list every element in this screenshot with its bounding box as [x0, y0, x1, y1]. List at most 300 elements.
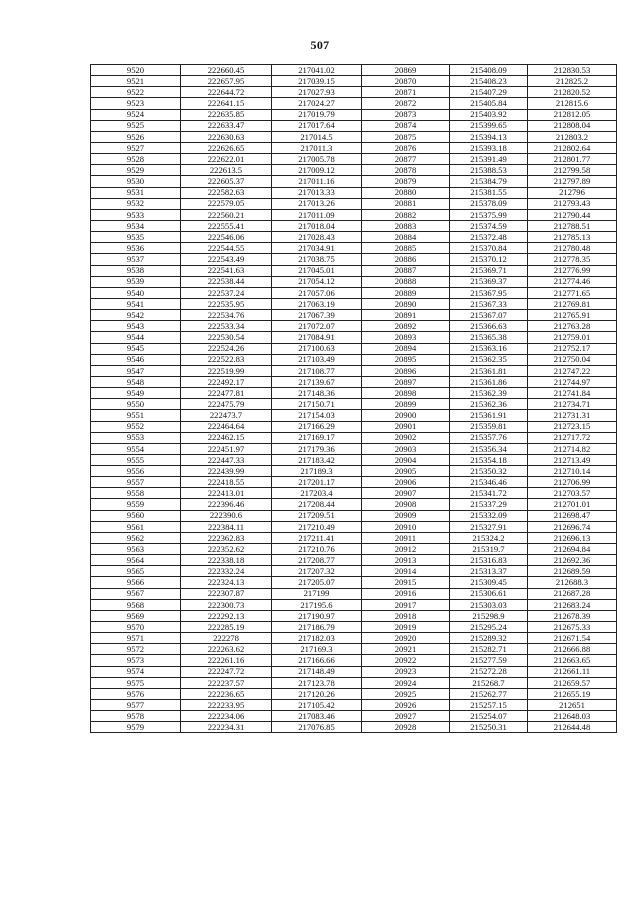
point-id-b-cell: 20885 — [362, 243, 450, 254]
point-id-b-cell: 20917 — [362, 599, 450, 610]
y-coordinate-a-cell: 217067.39 — [272, 310, 362, 321]
x-coordinate-b-cell: 215359.81 — [450, 421, 528, 432]
x-coordinate-b-cell: 215370.12 — [450, 254, 528, 265]
x-coordinate-b-cell: 215298.9 — [450, 610, 528, 621]
x-coordinate-a-cell: 222519.99 — [181, 365, 272, 376]
point-id-b-cell: 20911 — [362, 532, 450, 543]
x-coordinate-a-cell: 222660.45 — [181, 65, 272, 76]
y-coordinate-a-cell: 217169.3 — [272, 644, 362, 655]
x-coordinate-a-cell: 222633.47 — [181, 120, 272, 131]
point-id-b-cell: 20887 — [362, 265, 450, 276]
y-coordinate-a-cell: 217017.64 — [272, 120, 362, 131]
point-id-b-cell: 20912 — [362, 544, 450, 555]
table-row — [91, 499, 617, 510]
point-id-b-cell: 20918 — [362, 610, 450, 621]
y-coordinate-b-cell: 212815.6 — [528, 98, 617, 109]
point-id-b-cell: 20920 — [362, 633, 450, 644]
table-row — [91, 220, 617, 231]
point-id-b-cell: 20908 — [362, 499, 450, 510]
y-coordinate-b-cell: 212696.13 — [528, 532, 617, 543]
y-coordinate-a-cell: 217154.03 — [272, 410, 362, 421]
x-coordinate-b-cell: 215394.13 — [450, 131, 528, 142]
point-id-b-cell: 20893 — [362, 332, 450, 343]
point-id-b-cell: 20886 — [362, 254, 450, 265]
y-coordinate-a-cell: 217054.12 — [272, 276, 362, 287]
x-coordinate-b-cell: 215375.99 — [450, 209, 528, 220]
point-id-a-cell: 9537 — [91, 254, 181, 265]
y-coordinate-b-cell: 212710.14 — [528, 466, 617, 477]
point-id-a-cell: 9545 — [91, 343, 181, 354]
y-coordinate-b-cell: 212799.58 — [528, 165, 617, 176]
table-row — [91, 477, 617, 488]
x-coordinate-b-cell: 215393.18 — [450, 142, 528, 153]
x-coordinate-a-cell: 222533.34 — [181, 321, 272, 332]
point-id-a-cell: 9533 — [91, 209, 181, 220]
x-coordinate-b-cell: 215303.03 — [450, 599, 528, 610]
point-id-b-cell: 20894 — [362, 343, 450, 354]
point-id-b-cell: 20903 — [362, 443, 450, 454]
point-id-a-cell: 9561 — [91, 521, 181, 532]
x-coordinate-a-cell: 222657.95 — [181, 76, 272, 87]
table-row — [91, 655, 617, 666]
x-coordinate-b-cell: 215250.31 — [450, 722, 528, 733]
x-coordinate-b-cell: 215361.86 — [450, 376, 528, 387]
y-coordinate-a-cell: 217057.06 — [272, 287, 362, 298]
x-coordinate-b-cell: 215367.07 — [450, 310, 528, 321]
point-id-a-cell: 9548 — [91, 376, 181, 387]
point-id-b-cell: 20906 — [362, 477, 450, 488]
point-id-b-cell: 20897 — [362, 376, 450, 387]
x-coordinate-a-cell: 222492.17 — [181, 376, 272, 387]
point-id-b-cell: 20910 — [362, 521, 450, 532]
x-coordinate-a-cell: 222555.41 — [181, 220, 272, 231]
point-id-a-cell: 9553 — [91, 432, 181, 443]
x-coordinate-a-cell: 222332.24 — [181, 566, 272, 577]
y-coordinate-b-cell: 212692.36 — [528, 555, 617, 566]
y-coordinate-a-cell: 217207.32 — [272, 566, 362, 577]
point-id-a-cell: 9520 — [91, 65, 181, 76]
y-coordinate-a-cell: 217210.49 — [272, 521, 362, 532]
y-coordinate-a-cell: 217208.77 — [272, 555, 362, 566]
x-coordinate-b-cell: 215254.07 — [450, 711, 528, 722]
x-coordinate-b-cell: 215362.35 — [450, 354, 528, 365]
point-id-b-cell: 20913 — [362, 555, 450, 566]
point-id-a-cell: 9540 — [91, 287, 181, 298]
point-id-b-cell: 20884 — [362, 232, 450, 243]
point-id-b-cell: 20901 — [362, 421, 450, 432]
y-coordinate-a-cell: 217019.79 — [272, 109, 362, 120]
x-coordinate-b-cell: 215327.91 — [450, 521, 528, 532]
y-coordinate-b-cell: 212752.17 — [528, 343, 617, 354]
x-coordinate-b-cell: 215341.72 — [450, 488, 528, 499]
table-row — [91, 65, 617, 76]
table-row — [91, 410, 617, 421]
y-coordinate-b-cell: 212812.05 — [528, 109, 617, 120]
x-coordinate-a-cell: 222530.54 — [181, 332, 272, 343]
y-coordinate-a-cell: 217103.49 — [272, 354, 362, 365]
y-coordinate-b-cell: 212648.03 — [528, 711, 617, 722]
point-id-b-cell: 20914 — [362, 566, 450, 577]
x-coordinate-b-cell: 215369.37 — [450, 276, 528, 287]
point-id-a-cell: 9524 — [91, 109, 181, 120]
point-id-a-cell: 9542 — [91, 310, 181, 321]
y-coordinate-a-cell: 217190.97 — [272, 610, 362, 621]
y-coordinate-b-cell: 212671.54 — [528, 633, 617, 644]
y-coordinate-a-cell: 217105.42 — [272, 700, 362, 711]
table-row — [91, 510, 617, 521]
table-row — [91, 254, 617, 265]
table-row — [91, 298, 617, 309]
x-coordinate-b-cell: 215361.81 — [450, 365, 528, 376]
x-coordinate-b-cell: 215384.79 — [450, 176, 528, 187]
point-id-b-cell: 20925 — [362, 688, 450, 699]
y-coordinate-a-cell: 217205.07 — [272, 577, 362, 588]
table-row — [91, 599, 617, 610]
y-coordinate-a-cell: 217195.6 — [272, 599, 362, 610]
x-coordinate-a-cell: 222538.44 — [181, 276, 272, 287]
table-row — [91, 332, 617, 343]
y-coordinate-a-cell: 217076.85 — [272, 722, 362, 733]
x-coordinate-a-cell: 222641.15 — [181, 98, 272, 109]
y-coordinate-a-cell: 217024.27 — [272, 98, 362, 109]
y-coordinate-b-cell: 212663.65 — [528, 655, 617, 666]
table-row — [91, 187, 617, 198]
y-coordinate-a-cell: 217011.3 — [272, 142, 362, 153]
point-id-b-cell: 20909 — [362, 510, 450, 521]
x-coordinate-a-cell: 222635.85 — [181, 109, 272, 120]
y-coordinate-b-cell: 212701.01 — [528, 499, 617, 510]
table-row — [91, 644, 617, 655]
point-id-b-cell: 20904 — [362, 454, 450, 465]
x-coordinate-b-cell: 215337.29 — [450, 499, 528, 510]
y-coordinate-b-cell: 212717.72 — [528, 432, 617, 443]
point-id-b-cell: 20905 — [362, 466, 450, 477]
y-coordinate-b-cell: 212659.57 — [528, 677, 617, 688]
y-coordinate-b-cell: 212808.04 — [528, 120, 617, 131]
y-coordinate-a-cell: 217084.91 — [272, 332, 362, 343]
y-coordinate-a-cell: 217014.5 — [272, 131, 362, 142]
x-coordinate-a-cell: 222524.26 — [181, 343, 272, 354]
point-id-a-cell: 9556 — [91, 466, 181, 477]
y-coordinate-a-cell: 217009.12 — [272, 165, 362, 176]
y-coordinate-a-cell: 217013.33 — [272, 187, 362, 198]
point-id-b-cell: 20892 — [362, 321, 450, 332]
y-coordinate-b-cell: 212774.46 — [528, 276, 617, 287]
point-id-b-cell: 20876 — [362, 142, 450, 153]
table-row — [91, 700, 617, 711]
point-id-b-cell: 20881 — [362, 198, 450, 209]
table-row — [91, 466, 617, 477]
point-id-a-cell: 9531 — [91, 187, 181, 198]
x-coordinate-b-cell: 215388.53 — [450, 165, 528, 176]
y-coordinate-b-cell: 212661.11 — [528, 666, 617, 677]
y-coordinate-a-cell: 217011.16 — [272, 176, 362, 187]
point-id-a-cell: 9554 — [91, 443, 181, 454]
point-id-b-cell: 20882 — [362, 209, 450, 220]
x-coordinate-a-cell: 222560.21 — [181, 209, 272, 220]
y-coordinate-b-cell: 212780.48 — [528, 243, 617, 254]
y-coordinate-b-cell: 212802.64 — [528, 142, 617, 153]
point-id-a-cell: 9567 — [91, 588, 181, 599]
x-coordinate-a-cell: 222522.83 — [181, 354, 272, 365]
coordinates-table — [90, 64, 617, 733]
y-coordinate-b-cell: 212793.43 — [528, 198, 617, 209]
table-row — [91, 722, 617, 733]
x-coordinate-a-cell: 222535.95 — [181, 298, 272, 309]
x-coordinate-b-cell: 215262.77 — [450, 688, 528, 699]
point-id-a-cell: 9577 — [91, 700, 181, 711]
y-coordinate-b-cell: 212714.82 — [528, 443, 617, 454]
x-coordinate-a-cell: 222582.63 — [181, 187, 272, 198]
point-id-a-cell: 9544 — [91, 332, 181, 343]
y-coordinate-a-cell: 217100.63 — [272, 343, 362, 354]
y-coordinate-b-cell: 212790.44 — [528, 209, 617, 220]
y-coordinate-b-cell: 212788.51 — [528, 220, 617, 231]
y-coordinate-a-cell: 217038.75 — [272, 254, 362, 265]
y-coordinate-b-cell: 212694.84 — [528, 544, 617, 555]
point-id-a-cell: 9560 — [91, 510, 181, 521]
table-row — [91, 131, 617, 142]
x-coordinate-a-cell: 222384.11 — [181, 521, 272, 532]
point-id-a-cell: 9536 — [91, 243, 181, 254]
x-coordinate-a-cell: 222451.97 — [181, 443, 272, 454]
coordinates-table-body — [91, 65, 617, 733]
point-id-a-cell: 9573 — [91, 655, 181, 666]
page-number: 507 — [310, 38, 330, 52]
x-coordinate-b-cell: 215306.61 — [450, 588, 528, 599]
x-coordinate-b-cell: 215346.46 — [450, 477, 528, 488]
table-row — [91, 432, 617, 443]
y-coordinate-a-cell: 217139.67 — [272, 376, 362, 387]
point-id-b-cell: 20924 — [362, 677, 450, 688]
point-id-b-cell: 20916 — [362, 588, 450, 599]
x-coordinate-b-cell: 215309.45 — [450, 577, 528, 588]
x-coordinate-a-cell: 222307.87 — [181, 588, 272, 599]
table-row — [91, 399, 617, 410]
x-coordinate-a-cell: 222541.63 — [181, 265, 272, 276]
point-id-b-cell: 20870 — [362, 76, 450, 87]
y-coordinate-b-cell: 212744.97 — [528, 376, 617, 387]
x-coordinate-b-cell: 215365.38 — [450, 332, 528, 343]
point-id-a-cell: 9532 — [91, 198, 181, 209]
y-coordinate-a-cell: 217120.26 — [272, 688, 362, 699]
x-coordinate-a-cell: 222237.57 — [181, 677, 272, 688]
point-id-a-cell: 9565 — [91, 566, 181, 577]
y-coordinate-a-cell: 217150.71 — [272, 399, 362, 410]
point-id-b-cell: 20879 — [362, 176, 450, 187]
x-coordinate-a-cell: 222234.31 — [181, 722, 272, 733]
y-coordinate-a-cell: 217011.09 — [272, 209, 362, 220]
point-id-b-cell: 20890 — [362, 298, 450, 309]
y-coordinate-b-cell: 212696.74 — [528, 521, 617, 532]
point-id-a-cell: 9534 — [91, 220, 181, 231]
y-coordinate-b-cell: 212778.35 — [528, 254, 617, 265]
point-id-a-cell: 9522 — [91, 87, 181, 98]
table-row — [91, 354, 617, 365]
point-id-a-cell: 9526 — [91, 131, 181, 142]
x-coordinate-a-cell: 222234.06 — [181, 711, 272, 722]
x-coordinate-b-cell: 215361.91 — [450, 410, 528, 421]
y-coordinate-b-cell: 212801.77 — [528, 154, 617, 165]
y-coordinate-a-cell: 217027.93 — [272, 87, 362, 98]
x-coordinate-a-cell: 222285.19 — [181, 622, 272, 633]
x-coordinate-a-cell: 222324.13 — [181, 577, 272, 588]
x-coordinate-b-cell: 215356.34 — [450, 443, 528, 454]
x-coordinate-b-cell: 215399.65 — [450, 120, 528, 131]
x-coordinate-a-cell: 222236.65 — [181, 688, 272, 699]
point-id-b-cell: 20871 — [362, 87, 450, 98]
table-row — [91, 421, 617, 432]
y-coordinate-b-cell: 212769.81 — [528, 298, 617, 309]
x-coordinate-a-cell: 222477.81 — [181, 388, 272, 399]
table-row — [91, 232, 617, 243]
x-coordinate-a-cell: 222546.06 — [181, 232, 272, 243]
table-row — [91, 209, 617, 220]
x-coordinate-a-cell: 222300.73 — [181, 599, 272, 610]
x-coordinate-a-cell: 222462.15 — [181, 432, 272, 443]
table-row — [91, 532, 617, 543]
point-id-b-cell: 20874 — [362, 120, 450, 131]
x-coordinate-b-cell: 215372.48 — [450, 232, 528, 243]
y-coordinate-a-cell: 217072.07 — [272, 321, 362, 332]
x-coordinate-b-cell: 215282.71 — [450, 644, 528, 655]
point-id-a-cell: 9555 — [91, 454, 181, 465]
y-coordinate-a-cell: 217179.36 — [272, 443, 362, 454]
x-coordinate-b-cell: 215366.63 — [450, 321, 528, 332]
point-id-b-cell: 20922 — [362, 655, 450, 666]
x-coordinate-b-cell: 215319.7 — [450, 544, 528, 555]
x-coordinate-a-cell: 222263.62 — [181, 644, 272, 655]
y-coordinate-b-cell: 212765.91 — [528, 310, 617, 321]
x-coordinate-a-cell: 222439.99 — [181, 466, 272, 477]
point-id-a-cell: 9523 — [91, 98, 181, 109]
y-coordinate-a-cell: 217018.04 — [272, 220, 362, 231]
point-id-a-cell: 9525 — [91, 120, 181, 131]
x-coordinate-b-cell: 215257.15 — [450, 700, 528, 711]
table-row — [91, 287, 617, 298]
y-coordinate-b-cell: 212734.71 — [528, 399, 617, 410]
y-coordinate-a-cell: 217148.49 — [272, 666, 362, 677]
x-coordinate-b-cell: 215272.28 — [450, 666, 528, 677]
table-row — [91, 243, 617, 254]
x-coordinate-b-cell: 215350.32 — [450, 466, 528, 477]
y-coordinate-a-cell: 217166.29 — [272, 421, 362, 432]
y-coordinate-a-cell: 217199 — [272, 588, 362, 599]
y-coordinate-b-cell: 212698.47 — [528, 510, 617, 521]
x-coordinate-a-cell: 222413.01 — [181, 488, 272, 499]
point-id-a-cell: 9539 — [91, 276, 181, 287]
x-coordinate-a-cell: 222362.83 — [181, 532, 272, 543]
x-coordinate-a-cell: 222534.76 — [181, 310, 272, 321]
table-row — [91, 711, 617, 722]
point-id-a-cell: 9541 — [91, 298, 181, 309]
y-coordinate-b-cell: 212825.2 — [528, 76, 617, 87]
table-row — [91, 265, 617, 276]
x-coordinate-b-cell: 215295.24 — [450, 622, 528, 633]
y-coordinate-b-cell: 212706.99 — [528, 477, 617, 488]
point-id-a-cell: 9571 — [91, 633, 181, 644]
point-id-b-cell: 20872 — [362, 98, 450, 109]
table-row — [91, 454, 617, 465]
point-id-b-cell: 20923 — [362, 666, 450, 677]
point-id-a-cell: 9535 — [91, 232, 181, 243]
point-id-a-cell: 9543 — [91, 321, 181, 332]
y-coordinate-a-cell: 217169.17 — [272, 432, 362, 443]
x-coordinate-a-cell: 222396.46 — [181, 499, 272, 510]
point-id-b-cell: 20883 — [362, 220, 450, 231]
point-id-a-cell: 9570 — [91, 622, 181, 633]
point-id-b-cell: 20898 — [362, 388, 450, 399]
table-row — [91, 198, 617, 209]
x-coordinate-a-cell: 222390.6 — [181, 510, 272, 521]
x-coordinate-b-cell: 215324.2 — [450, 532, 528, 543]
y-coordinate-b-cell: 212655.19 — [528, 688, 617, 699]
y-coordinate-b-cell: 212703.57 — [528, 488, 617, 499]
x-coordinate-a-cell: 222543.49 — [181, 254, 272, 265]
point-id-b-cell: 20875 — [362, 131, 450, 142]
point-id-a-cell: 9552 — [91, 421, 181, 432]
x-coordinate-b-cell: 215369.71 — [450, 265, 528, 276]
table-row — [91, 521, 617, 532]
x-coordinate-b-cell: 215391.49 — [450, 154, 528, 165]
table-row — [91, 310, 617, 321]
y-coordinate-b-cell: 212830.53 — [528, 65, 617, 76]
table-row — [91, 87, 617, 98]
table-row — [91, 577, 617, 588]
x-coordinate-a-cell: 222475.79 — [181, 399, 272, 410]
point-id-b-cell: 20899 — [362, 399, 450, 410]
table-row — [91, 677, 617, 688]
y-coordinate-b-cell: 212651 — [528, 700, 617, 711]
table-row — [91, 633, 617, 644]
y-coordinate-b-cell: 212731.31 — [528, 410, 617, 421]
x-coordinate-b-cell: 215408.09 — [450, 65, 528, 76]
table-row — [91, 142, 617, 153]
point-id-a-cell: 9559 — [91, 499, 181, 510]
x-coordinate-a-cell: 222292.13 — [181, 610, 272, 621]
y-coordinate-b-cell: 212759.01 — [528, 332, 617, 343]
y-coordinate-a-cell: 217166.66 — [272, 655, 362, 666]
table-row — [91, 343, 617, 354]
y-coordinate-b-cell: 212785.13 — [528, 232, 617, 243]
x-coordinate-b-cell: 215367.95 — [450, 287, 528, 298]
table-row — [91, 666, 617, 677]
y-coordinate-a-cell: 217063.19 — [272, 298, 362, 309]
y-coordinate-b-cell: 212678.39 — [528, 610, 617, 621]
table-row — [91, 622, 617, 633]
y-coordinate-b-cell: 212675.33 — [528, 622, 617, 633]
point-id-a-cell: 9557 — [91, 477, 181, 488]
y-coordinate-a-cell: 217208.44 — [272, 499, 362, 510]
point-id-a-cell: 9566 — [91, 577, 181, 588]
y-coordinate-b-cell: 212747.22 — [528, 365, 617, 376]
x-coordinate-b-cell: 215367.33 — [450, 298, 528, 309]
x-coordinate-b-cell: 215316.83 — [450, 555, 528, 566]
y-coordinate-a-cell: 217210.76 — [272, 544, 362, 555]
table-row — [91, 321, 617, 332]
point-id-b-cell: 20896 — [362, 365, 450, 376]
x-coordinate-a-cell: 222447.33 — [181, 454, 272, 465]
y-coordinate-a-cell: 217148.36 — [272, 388, 362, 399]
point-id-b-cell: 20877 — [362, 154, 450, 165]
x-coordinate-a-cell: 222233.95 — [181, 700, 272, 711]
y-coordinate-b-cell: 212666.88 — [528, 644, 617, 655]
x-coordinate-a-cell: 222644.72 — [181, 87, 272, 98]
x-coordinate-b-cell: 215403.92 — [450, 109, 528, 120]
y-coordinate-a-cell: 217083.46 — [272, 711, 362, 722]
x-coordinate-b-cell: 215362.39 — [450, 388, 528, 399]
table-row — [91, 165, 617, 176]
